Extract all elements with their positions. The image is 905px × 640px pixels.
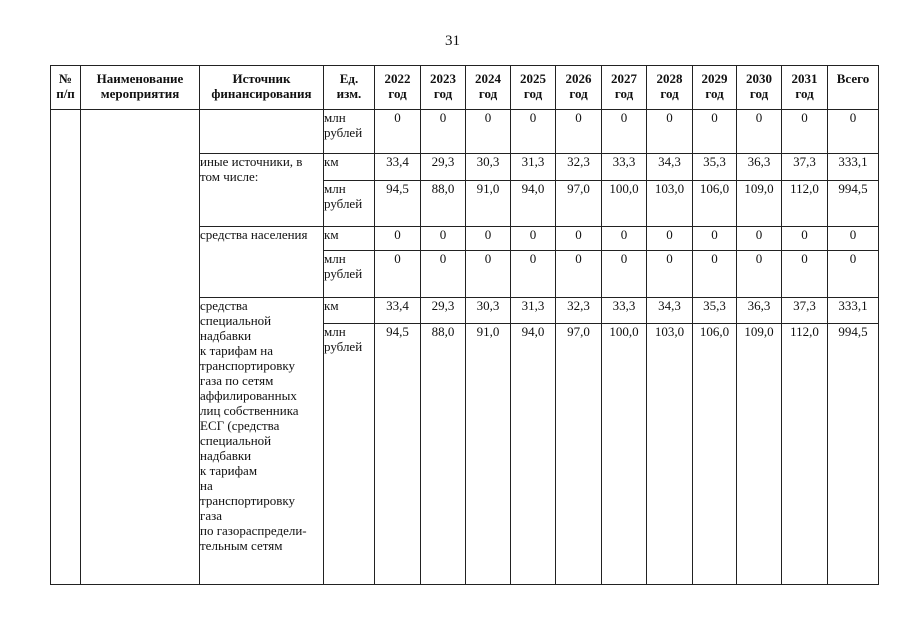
source-line: тельным сетям [200,537,283,553]
cell-value: 0 [737,227,782,251]
source-line: ЕСГ (средства [200,417,280,433]
cell-value: 112,0 [782,324,828,585]
cell-value: 0 [466,251,511,297]
header-source: Источник финансирования [200,66,324,110]
source-line: транспортировку [200,357,296,373]
cell-value: 33,4 [375,154,421,180]
source-line: надбавки [200,327,252,343]
cell-value: 0 [782,251,828,297]
cell-source-special-surcharge [200,297,324,584]
cell-value: 0 [511,251,556,297]
cell-value: 112,0 [782,180,828,226]
cell-unit: млн рублей [324,180,375,226]
cell-value: 33,4 [375,297,421,323]
header-year-2027: 2027 год [602,66,647,110]
cell-value: 88,0 [421,180,466,226]
source-line: к тарифам [200,462,258,478]
cell-value: 31,3 [511,154,556,180]
cell-unit: млн рублей [324,110,375,154]
cell-value: 0 [511,110,556,154]
source-line: газа по сетям [200,372,274,388]
cell-value: 0 [421,110,466,154]
cell-value: 0 [602,227,647,251]
cell-unit: млн рублей [324,251,375,297]
cell-value: 0 [556,251,602,297]
cell-total: 333,1 [828,297,879,323]
cell-value: 0 [466,110,511,154]
cell-value: 0 [647,251,693,297]
cell-number [51,110,81,585]
cell-value: 94,5 [375,180,421,226]
cell-value: 0 [375,227,421,251]
cell-value: 32,3 [556,297,602,323]
cell-value: 88,0 [421,324,466,585]
cell-value: 0 [602,110,647,154]
cell-value: 100,0 [602,324,647,585]
funding-table [50,65,879,585]
cell-value: 0 [693,227,737,251]
cell-source: иные источники, в том числе: [200,154,324,227]
cell-value: 0 [421,227,466,251]
cell-value: 97,0 [556,324,602,585]
header-name: Наименование мероприятия [81,66,200,110]
cell-value: 0 [375,110,421,154]
cell-value: 32,3 [556,154,602,180]
cell-value: 91,0 [466,180,511,226]
cell-value: 97,0 [556,180,602,226]
cell-source: средства населения [200,227,324,298]
cell-value: 30,3 [466,154,511,180]
cell-value: 36,3 [737,154,782,180]
cell-value: 34,3 [647,297,693,323]
cell-value: 33,3 [602,154,647,180]
cell-value: 91,0 [466,324,511,585]
cell-value: 0 [421,251,466,297]
header-year-2023: 2023 год [421,66,466,110]
table-body [51,110,879,585]
source-line: к тарифам на [200,342,274,358]
header-year-2030: 2030 год [737,66,782,110]
source-line: транспортировку [200,492,296,508]
source-line: надбавки [200,447,252,463]
source-line: лиц собственника [200,402,299,418]
header-year-2028: 2028 год [647,66,693,110]
cell-total: 0 [828,251,879,297]
header-year-2025: 2025 год [511,66,556,110]
header-year-2031: 2031 год [782,66,828,110]
cell-value: 29,3 [421,297,466,323]
cell-value: 94,5 [375,324,421,585]
table-row [51,110,879,154]
header-row [51,66,879,110]
header-number: № п/п [51,66,81,110]
source-line: по газораспредели- [200,522,307,538]
cell-total: 0 [828,110,879,154]
cell-value: 100,0 [602,180,647,226]
cell-value: 0 [782,110,828,154]
cell-value: 31,3 [511,297,556,323]
cell-value: 0 [737,110,782,154]
cell-value: 36,3 [737,297,782,323]
cell-value: 0 [693,251,737,297]
cell-source [200,110,324,154]
cell-value: 0 [602,251,647,297]
header-total: Всего [828,66,879,110]
cell-unit: млн рублей [324,324,375,585]
cell-total: 994,5 [828,324,879,585]
cell-value: 0 [647,227,693,251]
cell-value: 94,0 [511,180,556,226]
cell-value: 37,3 [782,297,828,323]
cell-value: 94,0 [511,324,556,585]
cell-unit: км [324,297,375,323]
header-year-2022: 2022 год [375,66,421,110]
cell-value: 106,0 [693,324,737,585]
cell-value: 0 [647,110,693,154]
cell-value: 106,0 [693,180,737,226]
cell-value: 0 [556,110,602,154]
page-number: 31 [445,33,460,49]
cell-value: 103,0 [647,180,693,226]
cell-value: 0 [737,251,782,297]
cell-unit: км [324,154,375,180]
cell-value: 103,0 [647,324,693,585]
header-year-2026: 2026 год [556,66,602,110]
cell-value: 0 [782,227,828,251]
cell-value: 30,3 [466,297,511,323]
source-line: средства [200,297,248,313]
cell-value: 35,3 [693,297,737,323]
source-line: на [200,477,213,493]
cell-unit: км [324,227,375,251]
cell-total: 0 [828,227,879,251]
cell-value: 0 [556,227,602,251]
cell-total: 994,5 [828,180,879,226]
cell-value: 0 [375,251,421,297]
source-line: специальной [200,432,272,448]
header-year-2024: 2024 год [466,66,511,110]
cell-total: 333,1 [828,154,879,180]
cell-value: 0 [693,110,737,154]
header-year-2029: 2029 год [693,66,737,110]
source-line: газа [200,507,223,523]
cell-value: 0 [511,227,556,251]
cell-value: 109,0 [737,324,782,585]
header-unit: Ед. изм. [324,66,375,110]
cell-activity-name [81,110,200,585]
cell-value: 34,3 [647,154,693,180]
source-line: специальной [200,312,272,328]
cell-value: 0 [466,227,511,251]
cell-value: 29,3 [421,154,466,180]
cell-value: 109,0 [737,180,782,226]
cell-value: 33,3 [602,297,647,323]
source-line: аффилированных [200,387,297,403]
cell-value: 35,3 [693,154,737,180]
cell-value: 37,3 [782,154,828,180]
